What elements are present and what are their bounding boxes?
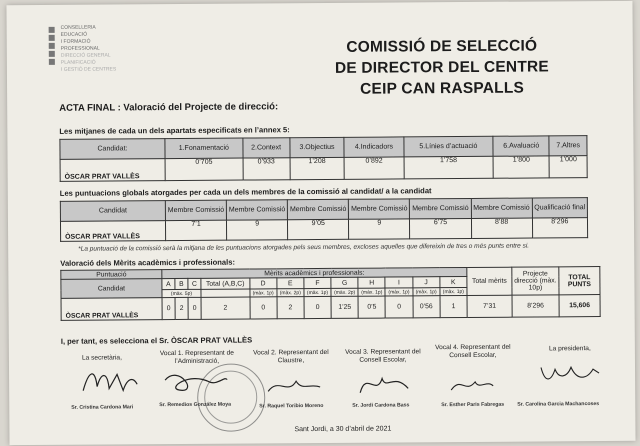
logo-line: CONSELLERIA [60,24,96,31]
score-cell: 0’933 [243,158,290,180]
title-line: CEIP CAN RASPALLS [360,79,525,98]
candidate-name: ÒSCAR PRAT VALLÈS [60,221,165,242]
table-row [61,295,600,321]
signature-scribble-icon [159,366,229,396]
merit-max: (màx. 1p) [304,288,331,296]
merit-value: 0’5 [358,296,385,318]
table-row [60,156,587,182]
merit-letter: J [412,277,439,288]
score-cell: 8’88 [471,218,532,238]
column-header: Membre Comissió [226,200,287,220]
merit-value: 2 [175,297,188,319]
merit-value: 0 [188,297,201,319]
projecte-value: 8’296 [512,295,559,317]
merit-value: 0’56 [413,296,440,318]
merit-value: 1 [440,295,467,317]
candidate-header: Candidat: [60,139,165,160]
merit-letter: K [440,276,467,287]
logo-line: EDUCACIÓ [60,31,88,38]
merit-letter: B [175,278,188,289]
merit-letter: H [358,277,385,288]
total-punts-value: 15,606 [559,295,600,317]
footnote: *La puntuació de la comissió serà la mitjana de les puntuacions atorgades pels seus membres, excloses aquelles que difereixin de tres o més punts entre si. [78,242,530,253]
puntuacio-header: Puntuació [61,270,162,280]
column-header: 7.Altres [549,136,587,156]
signature-scribble-icon [447,374,497,396]
column-header: 1.Fonamentació [165,138,243,159]
candidate-name: ÒSCAR PRAT VALLÈS [61,298,162,321]
document-title [277,35,607,100]
column-header: Membre Comissió [165,200,226,220]
merit-max: (màx. 1p) [413,288,440,296]
merit-value: 0 [304,296,331,318]
merits-table [60,266,600,321]
merit-value: 0 [250,297,277,319]
candidate-header: Candidat [60,201,165,222]
merit-letter: Total (A,B,C) [201,278,250,289]
section2-heading: Les puntuacions globals atorgades per cada un dels membres de la comissió al candidat/ a la candidat [59,186,432,198]
logo-line: PLANIFICACIÓ [60,59,96,66]
logo-line: I GESTIÓ DE CENTRES [60,66,117,73]
score-cell: 8’296 [532,218,587,238]
section1-heading: Les mitjanes de cada un dels apartats especificats en l’annex 5: [59,125,290,136]
logo-text [61,24,117,73]
candidate-name: ÒSCAR PRAT VALLÈS [60,159,165,182]
score-cell: 0’705 [165,158,243,181]
score-cell: 9 [227,220,288,240]
signatory-name: Sr. Cristina Cardona Mari [71,404,134,411]
merit-max: (màx. 1p) [440,287,467,295]
merit-letter: F [304,277,331,288]
column-header: 2.Context [243,138,290,158]
score-cell: 1’758 [404,156,494,179]
total-merits-header: Total mèrits [467,267,512,295]
merit-value: 0 [162,298,175,320]
merit-letter: I [385,277,412,288]
score-cell: 7’1 [165,220,226,240]
document-page [6,1,635,445]
averages-table [59,135,587,182]
logo-line: PROFESSIONAL [60,45,100,52]
column-header: Membre Comissió [410,198,471,218]
signatory-name: Sr. Carolina Garcia Machancoses [517,401,600,408]
logo-mark-icon [49,25,57,67]
projecte-header: Projecte direcció (màx. 10p) [512,267,559,295]
score-cell: 0’892 [344,157,404,179]
signatory-name: Sr. Remedios González Moya [159,401,232,409]
score-cell: 6’75 [410,218,471,238]
title-line: DE DIRECTOR DEL CENTRE [334,58,549,77]
score-cell: 9’05 [288,219,349,239]
title-line: COMISSIÓ DE SELECCIÓ [346,37,538,56]
column-header: 4.Indicadors [344,137,404,157]
merits-header: Mèrits acadèmics i professionals: [162,267,467,278]
document-date: Sant Jordi, a 30 d’abril de 2021 [294,425,392,434]
merit-max: (màx. 2p) [277,289,304,297]
total-merits-value: 7’31 [467,295,512,317]
merit-value: 2 [277,297,304,319]
signature-role: La presidenta, [548,345,591,353]
score-cell: 1’208 [290,157,345,179]
column-header: 6.Avaluació [493,136,549,156]
signature-role: Vocal 4. Representant del Consell Escolar, [435,343,511,360]
candidat-header: Candidat [61,279,162,299]
score-cell: 1’800 [493,156,549,178]
column-header: Membre Comissió [471,198,532,218]
signature-role: Vocal 3. Representant del Consell Escolar, [345,348,421,364]
merit-letter: A [162,279,175,290]
signature-scribble-icon [354,368,414,398]
signature-scribble-icon [537,359,603,385]
logo-line: I FORMACIÓ [60,38,91,45]
signatory-name: Sr. Esther Paris Fabregas [441,401,505,409]
signature-role: Vocal 1. Representant de l’Administració, [159,349,234,366]
column-header: 3.Objectius [290,137,345,157]
signatory-name: Sr. Jordi Cardona Bass [352,402,410,409]
selection-statement: I, per tant, es selecciona el Sr. ÒSCAR PRAT VALLÈS [60,335,253,346]
member-scores-table [60,197,588,242]
merit-max: (màx. 5p) [162,289,201,297]
merit-letter: D [249,278,276,289]
column-header: Membre Comissió [349,199,410,219]
merit-letter: G [331,277,358,288]
column-header: Membre Comissió [288,199,349,219]
merit-letter: E [277,278,304,289]
signature-scribble-icon [264,373,324,397]
score-cell: 9 [349,219,410,239]
merit-value: 0 [385,296,412,318]
merit-value: 1’25 [331,296,358,318]
table-row [60,218,587,242]
merit-max: (màx. 2p) [331,288,358,296]
signature-role: Vocal 2. Representant del Claustre, [253,348,329,365]
total-punts-header: TOTAL PUNTS [559,267,600,295]
acta-title: ACTA FINAL : Valoració del Projecte de direcció: [59,101,279,114]
merit-max: (màx. 1p) [385,288,412,296]
signature-scribble-icon [79,364,139,394]
merit-max: (màx. 1p) [250,289,277,297]
signatory-name: Sr. Raquel Toribio Moreno [259,402,324,410]
section3-heading: Valoració dels Mèrits acadèmics i professionals: [60,257,236,268]
govern-logo [49,24,139,73]
merit-max: (màx. 1p) [358,288,385,296]
merit-value: 2 [201,297,250,319]
logo-line: DIRECCIÓ GENERAL [60,52,111,59]
merit-letter: C [188,278,201,289]
column-header: 5.Línies d’actuació [404,136,494,157]
column-header: Qualificació final [532,198,587,218]
score-cell: 1’000 [549,156,587,178]
signature-role: La secretària, [81,354,122,362]
